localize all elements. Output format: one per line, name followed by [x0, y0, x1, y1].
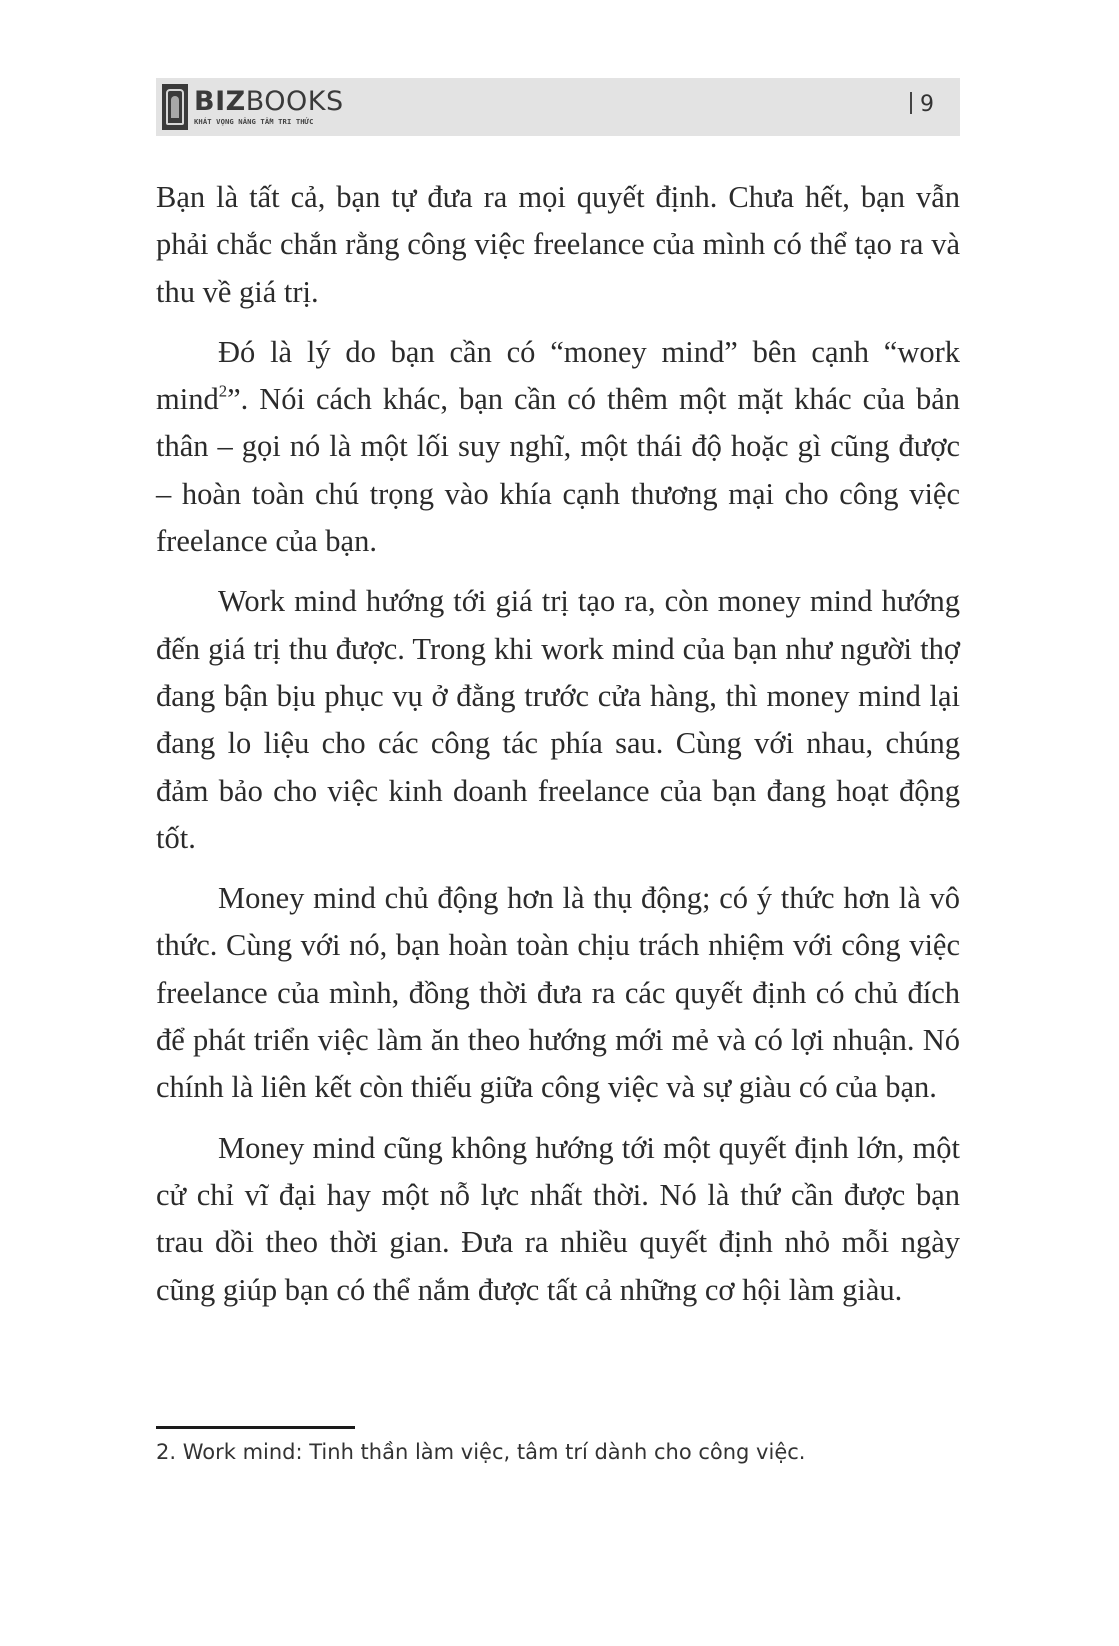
paragraph-2: Đó là lý do bạn cần có “money mind” bên cạnh “work mind$^2$”. Nói cách khác, bạn cần có thêm một mặt khác của bản thân – gọi nó là một lối suy nghĩ, một thái độ hoặc gì cũng được – hoàn toàn chú trọng vào khía cạnh thương mại cho công việc freelance của bạn. — [156, 334, 960, 559]
bizbooks-logo-icon — [162, 84, 188, 130]
footnote-divider — [156, 1426, 355, 1429]
brand-name: BIZBOOKS — [194, 86, 344, 118]
footnote-marker: 2 — [218, 381, 228, 401]
publisher-logo — [162, 82, 344, 132]
running-header — [156, 78, 960, 136]
paragraph-3: Work mind hướng tới giá trị tạo ra, còn money mind hướng đến giá trị thu được. Trong khi work mind của bạn như người thợ đang bận bịu phục vụ ở đằng trước cửa hàng, thì money mind lại đang lo liệu cho các công tác phía sau. Cùng với nhau, chúng đảm bảo cho việc kinh doanh freelance của bạn đang hoạt động tốt. — [156, 584, 960, 855]
brand-tagline: KHÁT VỌNG NÂNG TẦM TRI THỨC — [194, 117, 314, 127]
page-number-divider — [910, 92, 912, 114]
body-text — [156, 174, 960, 1327]
page-number: 9 — [910, 92, 934, 117]
paragraph-1: Bạn là tất cả, bạn tự đưa ra mọi quyết định. Chưa hết, bạn vẫn phải chắc chắn rằng công việc freelance của mình có thể tạo ra và thu về giá trị. — [156, 180, 960, 309]
paragraph-4: Money mind chủ động hơn là thụ động; có ý thức hơn là vô thức. Cùng với nó, bạn hoàn toàn chịu trách nhiệm với công việc freelance của mình, đồng thời đưa ra các quyết định có chủ đích để phát triển việc làm ăn theo hướng mới mẻ và có lợi nhuận. Nó chính là liên kết còn thiếu giữa công việc và sự giàu có của bạn. — [156, 881, 960, 1105]
footnote: 2. Work mind: Tinh thần làm việc, tâm trí dành cho công việc. — [156, 1440, 806, 1464]
paragraph-5: Money mind cũng không hướng tới một quyết định lớn, một cử chỉ vĩ đại hay một nỗ lực nhất thời. Nó là thứ cần được bạn trau dồi theo thời gian. Đưa ra nhiều quyết định nhỏ mỗi ngày cũng giúp bạn có thể nắm được tất cả những cơ hội làm giàu. — [156, 1130, 960, 1307]
